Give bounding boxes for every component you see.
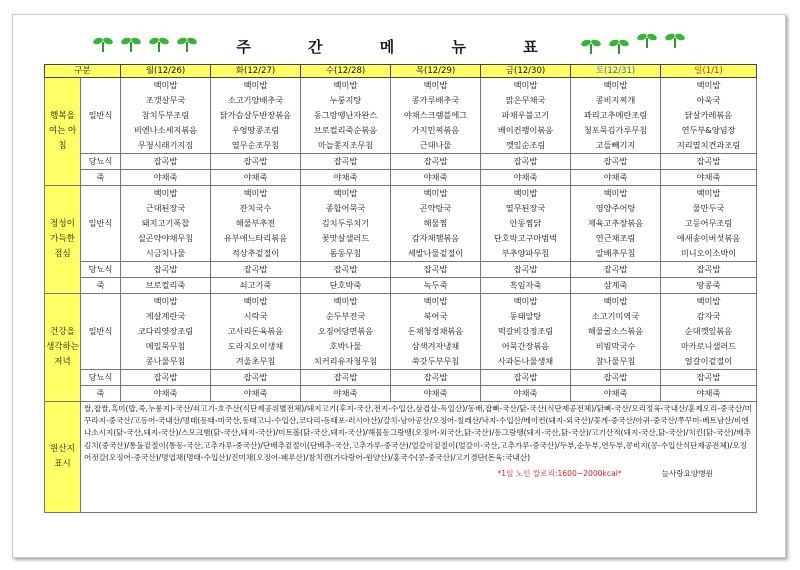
diabetic-item: 잡곡밥 — [391, 262, 481, 278]
general-row — [45, 138, 757, 154]
porridge-item: 야채죽 — [481, 386, 571, 402]
menu-item: 백미밥 — [391, 78, 481, 94]
diabetic-item: 잡곡밥 — [571, 154, 661, 170]
menu-item: 사과돈나물생채 — [481, 354, 571, 370]
origin-row — [45, 402, 757, 513]
origin-cell — [81, 402, 757, 513]
general-diet-label: 일반식 — [81, 186, 121, 262]
menu-item: 김치두루치기 — [301, 216, 391, 231]
menu-item: 파채우불고기 — [481, 108, 571, 123]
menu-item: 세발나물겉절이 — [391, 246, 481, 262]
menu-item: 시금치나물 — [121, 246, 211, 262]
menu-item: 꽃맛살샐러드 — [301, 231, 391, 246]
menu-item: 돈채청경채볶음 — [391, 324, 481, 339]
menu-item: 누룽지탕 — [301, 93, 391, 108]
menu-item: 쑥갓두부무침 — [391, 354, 481, 370]
menu-item: 겨울초무침 — [211, 354, 301, 370]
header-day: 월(12/26) — [121, 65, 211, 78]
general-row — [45, 354, 757, 370]
diabetic-item: 잡곡밥 — [301, 262, 391, 278]
menu-item: 백미밥 — [301, 186, 391, 202]
porridge-item: 야채죽 — [661, 386, 757, 402]
general-diet-label: 일반식 — [81, 294, 121, 370]
porridge-item: 야채죽 — [391, 170, 481, 186]
menu-item: 안동찜닭 — [481, 216, 571, 231]
menu-item: 청포묵김가루무침 — [571, 123, 661, 138]
menu-item: 마늘쫑지조무침 — [301, 138, 391, 154]
menu-item: 근대나물 — [391, 138, 481, 154]
menu-item: 백미밥 — [211, 78, 301, 94]
menu-item: 동그랑땡난자완스 — [301, 108, 391, 123]
menu-item: 열무된장국 — [481, 201, 571, 216]
menu-item: 삼색겨자냉채 — [391, 339, 481, 354]
menu-item: 근대된장국 — [121, 201, 211, 216]
menu-item: 고사리돈육볶음 — [211, 324, 301, 339]
header-row — [45, 65, 757, 78]
menu-item: 백미밥 — [481, 186, 571, 202]
porridge-item: 야채죽 — [121, 386, 211, 402]
menu-item: 야채스크램블에그 — [391, 108, 481, 123]
menu-item: 백미밥 — [211, 294, 301, 310]
porridge-item: 단호박죽 — [301, 278, 391, 294]
porridge-item: 야채죽 — [481, 170, 571, 186]
menu-item: 백미밥 — [211, 186, 301, 202]
origin-text: 쌀,찹쌀,흑미(밥,죽,누룽지)-국산/쇠고기-호주산(식단제공위별전체)/돼지고기(후지-국산,전지-수입산,삼겹살-독일산)/동배,잡뼈-국산/닭-국산(식단제공전체)/닭뼈-국산/오리정육-국내산/훈제오리-중국산/미꾸라지-중국산/고등어-국내산/명태(동태-미국산,동태고니-수입산,코다리-동태포-러시아산)/갈치-남아공산/오징어-칠레산/낙지-수입산/베이컨(돼지-외국산)/꽃게-중국산/아귀-중국산/쭈꾸미-베트남산/비엔나소시지(닭-국산,돼지-국산)/스모크햄(닭-국산,돼지-국산)/미트볼(닭-국산,돼지-국산)/해물동그랑땡(오징어-외국산,닭-국산)/동그랑땡(돼지-국산,닭-국산)/고기산적(돼지-국산,닭-국산)/치킨(닭-국산)/배추김치(중국산)/통돌겉절이(통동-국산,고추가루-중국산)/단배추겉절이(단배추-국산,고추가루-중국산)/얼갈이겉절이(얼갈이-국산,고추가루-중국산)/두부,순두부,연두부,콩비지(콩-수입산식단제공전체)/오징어젓갈(오징어-중국산)/명엽채(명태-수입산)/진미채(오징어-페루산)/참치캔(가다랑어-원양산)/홍국수(콩-중국산)/고기경단(돈육:국내산) — [84, 404, 752, 462]
menu-item: 고들빼기지 — [571, 138, 661, 154]
menu-item: 무청시래기지짐 — [121, 138, 211, 154]
diabetic-item: 잡곡밥 — [121, 262, 211, 278]
general-row — [45, 309, 757, 324]
menu-item: 콩비지찌개 — [571, 93, 661, 108]
menu-item: 미니오이소박이 — [661, 246, 757, 262]
porridge-item: 땅콩죽 — [661, 278, 757, 294]
menu-item: 어묵간장볶음 — [481, 339, 571, 354]
general-row — [45, 231, 757, 246]
menu-item: 참나물무침 — [571, 354, 661, 370]
meal-section-label: 정성이 가득한 점심 — [45, 186, 81, 294]
general-row — [45, 339, 757, 354]
porridge-item: 야채죽 — [121, 170, 211, 186]
page-title: 주 간 메 뉴 표 — [236, 38, 564, 56]
general-row — [45, 216, 757, 231]
diabetic-item: 잡곡밥 — [481, 370, 571, 386]
general-row — [45, 246, 757, 262]
porridge-row — [45, 170, 757, 186]
menu-item: 닭가슴살두반장볶음 — [211, 108, 301, 123]
menu-item: 떡갈비강정조림 — [481, 324, 571, 339]
menu-item: 얼갈이겉절이 — [661, 354, 757, 370]
menu-item: 백미밥 — [121, 78, 211, 94]
porridge-item: 흑임자죽 — [481, 278, 571, 294]
menu-item: 우엉땅콩조림 — [211, 123, 301, 138]
menu-item: 적상추겉절이 — [211, 246, 301, 262]
porridge-label: 죽 — [81, 170, 121, 186]
porridge-item: 브로컬리죽 — [121, 278, 211, 294]
general-row — [45, 186, 757, 202]
porridge-item: 야채죽 — [571, 386, 661, 402]
menu-item: 백미밥 — [571, 294, 661, 310]
general-row — [45, 93, 757, 108]
menu-item: 소고기미역국 — [571, 309, 661, 324]
menu-item: 고등어무조림 — [661, 216, 757, 231]
hospital-name: 늘사랑요양병원 — [661, 469, 713, 479]
menu-item: 감자채햄볶음 — [391, 231, 481, 246]
header-day: 화(12/27) — [211, 65, 301, 78]
porridge-item: 야채죽 — [211, 170, 301, 186]
menu-item: 돼지고기폭찹 — [121, 216, 211, 231]
general-row — [45, 78, 757, 94]
menu-item: 맑은무채국 — [481, 93, 571, 108]
menu-item: 베이컨팽이볶음 — [481, 123, 571, 138]
header-category: 구분 — [45, 65, 121, 78]
menu-item: 알배추무침 — [571, 246, 661, 262]
menu-item: 백미밥 — [391, 294, 481, 310]
menu-item: 백미밥 — [661, 186, 757, 202]
diabetic-diet-label: 당뇨식 — [81, 262, 121, 278]
diabetic-diet-label: 당뇨식 — [81, 154, 121, 170]
porridge-label: 죽 — [81, 386, 121, 402]
diabetic-diet-label: 당뇨식 — [81, 370, 121, 386]
porridge-row — [45, 278, 757, 294]
diabetic-item: 잡곡밥 — [391, 370, 481, 386]
menu-item: 백미밥 — [481, 294, 571, 310]
menu-item: 돔동무침 — [301, 246, 391, 262]
diabetic-item: 잡곡밥 — [211, 154, 301, 170]
diabetic-item: 잡곡밥 — [661, 262, 757, 278]
porridge-item: 야채죽 — [571, 170, 661, 186]
menu-item: 지리멸치견과조림 — [661, 138, 757, 154]
diabetic-item: 잡곡밥 — [211, 262, 301, 278]
menu-item: 해물부추전 — [211, 216, 301, 231]
menu-item: 참치두부조림 — [121, 108, 211, 123]
diabetic-row — [45, 370, 757, 386]
menu-item: 순대깻잎볶음 — [661, 324, 757, 339]
menu-item: 도라지오이생채 — [211, 339, 301, 354]
menu-item: 콩나물무침 — [121, 354, 211, 370]
menu-item: 메밀묵무침 — [121, 339, 211, 354]
header-day-saturday: 토(12/31) — [571, 65, 661, 78]
menu-item: 동태알탕 — [481, 309, 571, 324]
menu-item: 북어국 — [391, 309, 481, 324]
menu-item: 애새송이버섯볶음 — [661, 231, 757, 246]
diabetic-item: 잡곡밥 — [571, 262, 661, 278]
menu-item: 콩가루배추국 — [391, 93, 481, 108]
menu-item: 유부애느타리볶음 — [211, 231, 301, 246]
menu-item: 백미밥 — [121, 294, 211, 310]
menu-item: 브로컬리죽순볶음 — [301, 123, 391, 138]
menu-item: 꽈리고추메란조림 — [571, 108, 661, 123]
diabetic-item: 잡곡밥 — [661, 154, 757, 170]
meal-section-label: 행복을 여는 아침 — [45, 78, 81, 186]
menu-item: 백미밥 — [661, 78, 757, 94]
calorie-note: *1일 노인 칼로리:1600~2000kcal* — [497, 469, 622, 479]
origin-footer — [84, 468, 753, 480]
menu-item: 백미밥 — [571, 78, 661, 94]
menu-item: 해물찜 — [391, 216, 481, 231]
general-row — [45, 201, 757, 216]
porridge-row — [45, 386, 757, 402]
menu-item: 비엔나소세지볶음 — [121, 123, 211, 138]
diabetic-item: 잡곡밥 — [391, 154, 481, 170]
porridge-item: 야채죽 — [211, 386, 301, 402]
menu-item: 해물굴소스볶음 — [571, 324, 661, 339]
diabetic-item: 잡곡밥 — [121, 370, 211, 386]
porridge-item: 녹두죽 — [391, 278, 481, 294]
menu-item: 곤약탕국 — [391, 201, 481, 216]
meal-section-label: 건강을 생각하는 저녁 — [45, 294, 81, 402]
general-row — [45, 324, 757, 339]
diabetic-row — [45, 262, 757, 278]
porridge-item: 야채죽 — [301, 170, 391, 186]
menu-item: 감자국 — [661, 309, 757, 324]
menu-item: 순두부전국 — [301, 309, 391, 324]
general-diet-label: 일반식 — [81, 78, 121, 154]
menu-item: 백미밥 — [301, 78, 391, 94]
menu-item: 백미밥 — [571, 186, 661, 202]
menu-item: 게살계란국 — [121, 309, 211, 324]
diabetic-item: 잡곡밥 — [571, 370, 661, 386]
diabetic-item: 잡곡밥 — [301, 370, 391, 386]
diabetic-item: 잡곡밥 — [211, 370, 301, 386]
menu-item: 부추양파무침 — [481, 246, 571, 262]
menu-item: 호박나물 — [301, 339, 391, 354]
menu-item: 백미밥 — [661, 294, 757, 310]
menu-item: 연두부&양념장 — [661, 123, 757, 138]
menu-item: 잔치국수 — [211, 201, 301, 216]
porridge-item: 삼계죽 — [571, 278, 661, 294]
general-row — [45, 123, 757, 138]
menu-item: 깻잎순조림 — [481, 138, 571, 154]
menu-item: 가지민찌볶음 — [391, 123, 481, 138]
diabetic-item: 잡곡밥 — [481, 262, 571, 278]
menu-item: 닭살카레볶음 — [661, 108, 757, 123]
menu-item: 비빔막국수 — [571, 339, 661, 354]
porridge-item: 쇠고기죽 — [211, 278, 301, 294]
porridge-item: 야채죽 — [661, 170, 757, 186]
menu-item: 백미밥 — [391, 186, 481, 202]
porridge-label: 죽 — [81, 278, 121, 294]
header-day: 목(12/29) — [391, 65, 481, 78]
header-day-sunday: 일(1/1) — [661, 65, 757, 78]
origin-label: 원산지 표시 — [45, 402, 81, 513]
menu-item: 시락국 — [211, 309, 301, 324]
menu-item: 연근채조림 — [571, 231, 661, 246]
menu-item: 제육고추장볶음 — [571, 216, 661, 231]
diabetic-item: 잡곡밥 — [121, 154, 211, 170]
menu-item: 오징어당면볶음 — [301, 324, 391, 339]
menu-item: 영양주어탕 — [571, 201, 661, 216]
header-day: 수(12/28) — [301, 65, 391, 78]
weekly-menu-table — [44, 64, 757, 513]
menu-item: 마카로니샐러드 — [661, 339, 757, 354]
menu-item: 종합어묵국 — [301, 201, 391, 216]
general-row — [45, 108, 757, 123]
menu-item: 백미밥 — [481, 78, 571, 94]
menu-item: 백미밥 — [121, 186, 211, 202]
header-day: 금(12/30) — [481, 65, 571, 78]
menu-item: 단호박고구마범벅 — [481, 231, 571, 246]
general-row — [45, 294, 757, 310]
menu-item: 아욱국 — [661, 93, 757, 108]
menu-item: 백미밥 — [301, 294, 391, 310]
porridge-item: 야채죽 — [391, 386, 481, 402]
diabetic-item: 잡곡밥 — [301, 154, 391, 170]
menu-item: 조갯살무국 — [121, 93, 211, 108]
menu-item: 치커리유자청무침 — [301, 354, 391, 370]
menu-item: 소고기양배추국 — [211, 93, 301, 108]
menu-item: 실곤약야채무침 — [121, 231, 211, 246]
diabetic-item: 잡곡밥 — [481, 154, 571, 170]
menu-item: 열무순조무침 — [211, 138, 301, 154]
diabetic-row — [45, 154, 757, 170]
porridge-item: 야채죽 — [301, 386, 391, 402]
diabetic-item: 잡곡밥 — [661, 370, 757, 386]
menu-item: 코다리엿장조림 — [121, 324, 211, 339]
menu-item: 물만두국 — [661, 201, 757, 216]
